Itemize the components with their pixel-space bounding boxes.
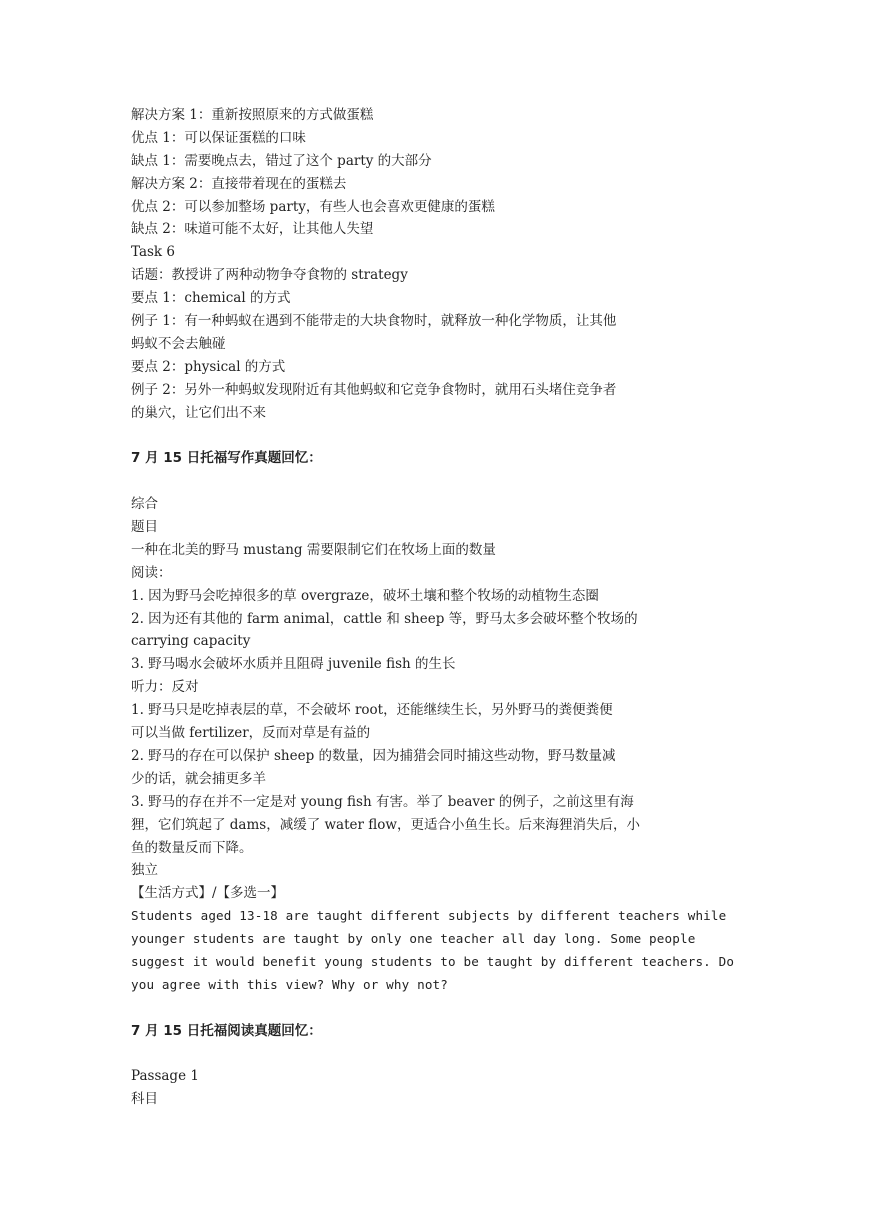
reading-point-2: 2. 因为还有其他的 farm animal，cattle 和 sheep 等，野马太多会破坏整个牧场的 [131, 610, 638, 627]
document-body [131, 104, 741, 1111]
reading-point-1: 1. 因为野马会吃掉很多的草 overgraze，破坏土壤和整个牧场的动植物生态圈 [131, 587, 599, 604]
listening-point-3-cont-2: 鱼的数量反而下降。 [131, 839, 253, 856]
prompt-line-2: younger students are taught by only one teacher all day long. Some people [131, 931, 696, 947]
reading-section-heading: 7 月 15 日托福阅读真题回忆： [131, 1022, 322, 1039]
spacer [131, 470, 741, 493]
task6-example-1: 例子 1：有一种蚂蚁在遇到不能带走的大块食物时，就释放一种化学物质，让其他 [131, 313, 617, 330]
task6-example-2: 例子 2：另外一种蚂蚁发现附近有其他蚂蚁和它竞争食物时，就用石头堵住竞争者 [131, 381, 617, 398]
listening-point-3: 3. 野马的存在并不一定是对 young fish 有害。举了 beaver 的例子，之前这里有海 [131, 793, 634, 810]
task6-example-1-cont: 蚂蚁不会去触碰 [131, 335, 226, 352]
task5-solutions [131, 104, 741, 241]
listening-point-3-cont: 狸，它们筑起了 dams，减缓了 water flow，更适合小鱼生长。后来海狸消失后，小 [131, 816, 640, 833]
task6-title: Task 6 [131, 244, 175, 261]
listening-point-1: 1. 野马只是吃掉表层的草，不会破坏 root，还能继续生长，另外野马的粪便粪便 [131, 702, 613, 719]
passage-title: Passage 1 [131, 1068, 199, 1085]
task6-example-2-cont: 的巢穴，让它们出不来 [131, 404, 266, 421]
advantage-1-line: 优点 1：可以保证蛋糕的口味 [131, 129, 306, 146]
listening-point-2-cont: 少的话，就会捕更多羊 [131, 770, 266, 787]
disadvantage-1-line: 缺点 1：需要晚点去，错过了这个 party 的大部分 [131, 152, 432, 169]
solution-2-line: 解决方案 2：直接带着现在的蛋糕去 [131, 175, 347, 192]
prompt-line-4: you agree with this view? Why or why not? [131, 976, 449, 992]
writing-section-heading: 7 月 15 日托福写作真题回忆： [131, 450, 322, 467]
reading-section [131, 1065, 741, 1111]
passage-subject: 科目 [131, 1091, 158, 1108]
advantage-2-line: 优点 2：可以参加整场 party，有些人也会喜欢更健康的蛋糕 [131, 198, 495, 215]
prompt-line-1: Students aged 13-18 are taught different subjects by different teachers while [131, 908, 727, 924]
listening-label: 听力：反对 [131, 679, 199, 696]
listening-point-2: 2. 野马的存在可以保护 sheep 的数量，因为捕猎会同时捕这些动物，野马数量减 [131, 747, 616, 764]
independent-category: 【生活方式】/【多选一】 [131, 885, 285, 902]
independent-label: 独立 [131, 862, 158, 879]
task6-point-1: 要点 1：chemical 的方式 [131, 290, 291, 307]
spacer [131, 424, 741, 447]
independent-prompt [131, 905, 741, 997]
disadvantage-2-line: 缺点 2：味道可能不太好，让其他人失望 [131, 221, 374, 238]
reading-label: 阅读： [131, 564, 172, 581]
spacer [131, 1043, 741, 1066]
reading-point-2-cont: carrying capacity [131, 633, 251, 650]
spacer [131, 997, 741, 1020]
task6-point-2: 要点 2：physical 的方式 [131, 358, 286, 375]
task6-topic: 话题：教授讲了两种动物争夺食物的 strategy [131, 267, 408, 284]
writing-integrated [131, 493, 741, 905]
topic-text: 一种在北美的野马 mustang 需要限制它们在牧场上面的数量 [131, 541, 496, 558]
task6-section [131, 241, 741, 424]
solution-1-line: 解决方案 1：重新按照原来的方式做蛋糕 [131, 107, 374, 123]
integrated-label: 综合 [131, 496, 158, 513]
listening-point-1-cont: 可以当做 fertilizer，反而对草是有益的 [131, 725, 371, 742]
prompt-line-3: suggest it would benefit young students to be taught by different teachers. Do [131, 953, 735, 969]
reading-point-3: 3. 野马喝水会破坏水质并且阻碍 juvenile fish 的生长 [131, 656, 456, 673]
topic-label: 题目 [131, 519, 158, 536]
